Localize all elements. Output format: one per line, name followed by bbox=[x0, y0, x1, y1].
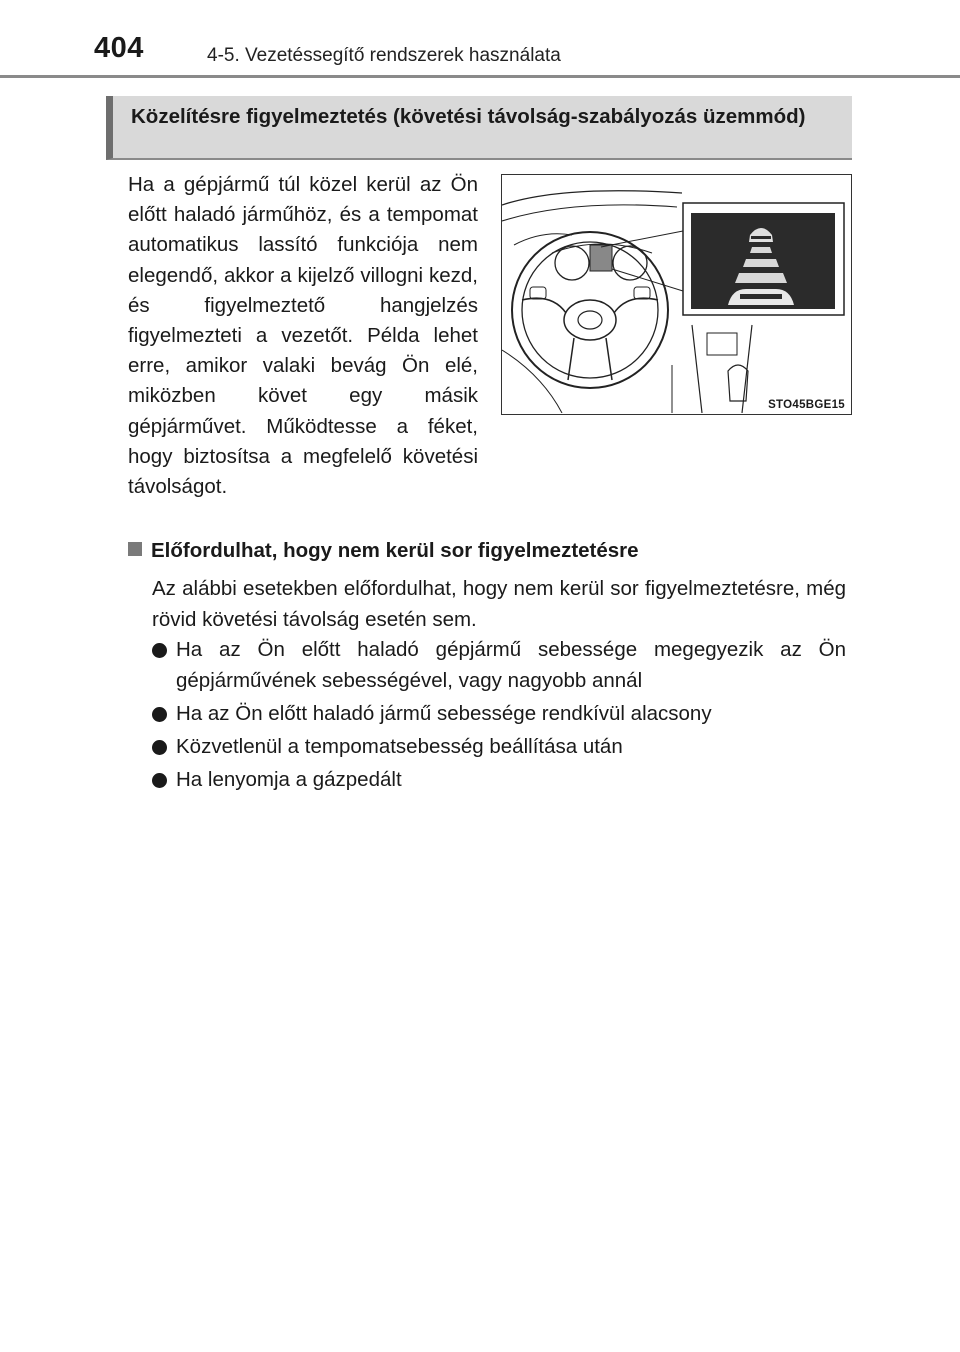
bullet-dot-icon bbox=[152, 643, 167, 658]
figure-code: STO45BGE15 bbox=[768, 399, 845, 411]
note-paragraph: Az alábbi esetekben előfordulhat, hogy nem kerül sor figyelmeztetésre, még rövid követési távolság esetén sem. bbox=[152, 577, 846, 631]
list-item bbox=[152, 635, 846, 696]
page-header bbox=[0, 0, 960, 80]
list-item-text: Ha az Ön előtt haladó jármű sebessége rendkívül alacsony bbox=[176, 701, 712, 725]
note-heading-text: Előfordulhat, hogy nem kerül sor figyelmeztetésre bbox=[151, 539, 639, 562]
square-bullet-icon bbox=[128, 542, 142, 556]
list-item-text: Ha lenyomja a gázpedált bbox=[176, 767, 402, 791]
list-item bbox=[152, 699, 846, 730]
subheading-box bbox=[106, 96, 852, 160]
list-item bbox=[152, 765, 846, 796]
list-item bbox=[152, 732, 846, 763]
note-heading bbox=[128, 538, 639, 564]
bullet-dot-icon bbox=[152, 773, 167, 788]
header-divider bbox=[0, 75, 960, 78]
subheading-title: Közelítésre figyelmeztetés (követési távolság-szabályozás üzemmód) bbox=[131, 105, 806, 128]
section-title: 4-5. Vezetéssegítő rendszerek használata bbox=[207, 45, 561, 66]
dashboard-drawing bbox=[502, 175, 850, 413]
page-number: 404 bbox=[94, 32, 144, 64]
bullet-dot-icon bbox=[152, 707, 167, 722]
list-item-text: Ha az Ön előtt haladó gépjármű sebessége megegyezik az Ön gépjárművének sebességével, vagy nagyobb annál bbox=[176, 638, 846, 692]
dashboard-illustration bbox=[501, 174, 852, 415]
condition-list bbox=[152, 635, 846, 798]
list-item-text: Közvetlenül a tempomatsebesség beállítása után bbox=[176, 734, 623, 758]
bullet-dot-icon bbox=[152, 740, 167, 755]
intro-paragraph: Ha a gépjármű túl közel kerül az Ön előtt haladó járműhöz, és a tempomat automatikus lassító funkciója nem elegendő, akkor a kijelző villogni kezd, és figyelmeztető hangjelzés figyelmezteti a vezetőt. Példa lehet erre, amikor valaki bevág Ön elé, miközben követ egy másik gépjárművet. Működtesse a féket, hogy biztosítsa a megfelelő követési távolságot. bbox=[128, 173, 478, 499]
